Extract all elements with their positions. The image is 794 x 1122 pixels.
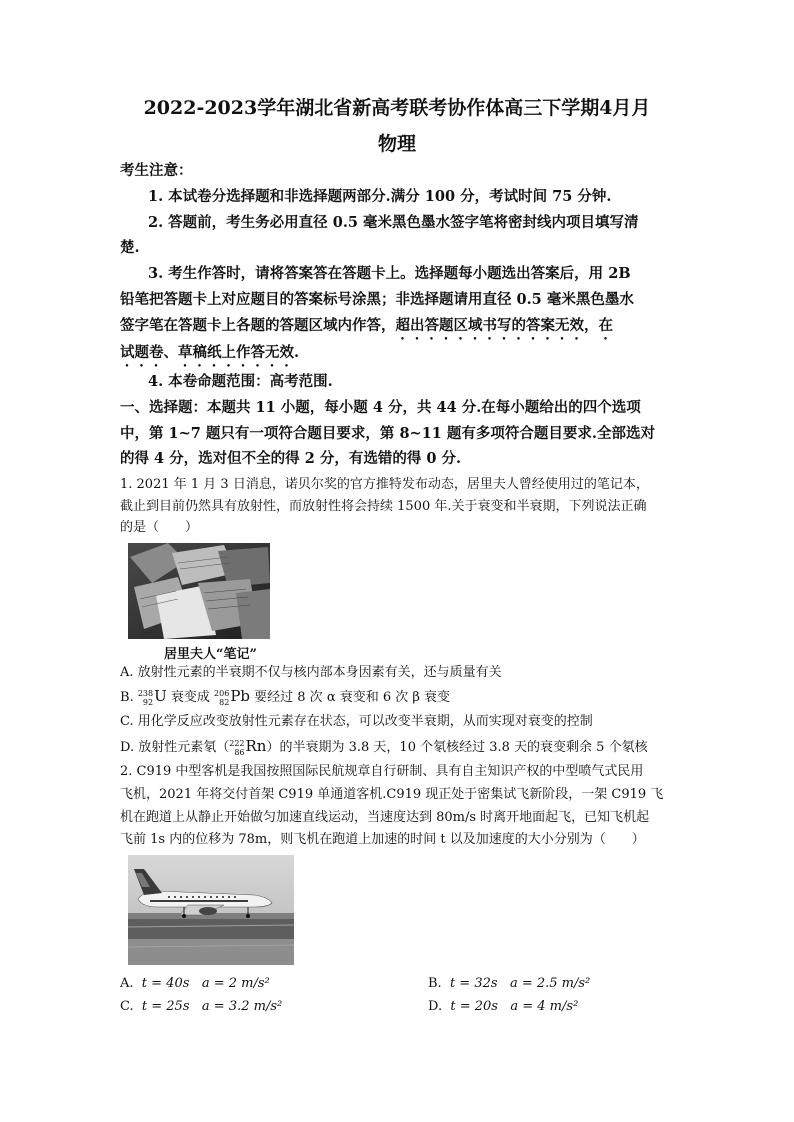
section1-line3: 的得 4 分，选对但不全的得 2 分，有选错的得 0 分.: [120, 450, 462, 467]
q2-line4: 飞前 1s 内的位移为 78m，则飞机在跑道上加速的时间 t 以及加速度的大小分别为（ ）: [120, 832, 645, 847]
q1-photo-caption: 居里夫人“笔记”: [164, 647, 257, 662]
exam-title: 2022-2023学年湖北省新高考联考协作体高三下学期4月月: [143, 97, 651, 119]
q1-option-a: A. 放射性元素的半衰期不仅与核内部本身因素有关，还与质量有关: [120, 665, 502, 680]
lead-nuclide: 206 82 Pb: [214, 687, 251, 707]
q2-line3: 机在跑道上从静止开始做匀加速直线运动，当速度达到 80m/s 时离开地面起飞，已知飞机起: [120, 810, 650, 825]
notice-3b: 铅笔把答题卡上对应题目的答案标号涂黑；非选择题请用直径 0.5 毫米黑色墨水: [120, 291, 634, 308]
q1-line3: 的是（ ）: [120, 520, 199, 535]
q2-option-d: D. t = 20s a = 4 m/s²: [428, 999, 579, 1014]
notice-3c: [120, 315, 613, 343]
q1-line2: 截止到目前仍然具有放射性，而放射性将会持续 1500 年.关于衰变和半衰期，下列说法正确: [120, 499, 647, 514]
q1-line1: 1. 2021 年 1 月 3 日消息，诺贝尔奖的官方推特发布动态，居里夫人曾经使用过的笔记本，: [120, 477, 649, 492]
notice-2a: 2. 答题前，考生务必用直径 0.5 毫米黑色墨水签字笔将密封线内项目填写清: [148, 214, 639, 231]
q1-option-c: C. 用化学反应改变放射性元素存在状态，可以改变半衰期，从而实现对衰变的控制: [120, 714, 593, 729]
q2-option-b: B. t = 32s a = 2.5 m/s²: [428, 976, 591, 991]
notice-3c-text: 签字笔在答题卡上各题的答题区域内作答，: [120, 317, 396, 334]
notice-heading: 考生注意：: [120, 162, 193, 179]
notice-3c-emphasis: 超出答题区域书写的答案无效，在: [395, 317, 613, 334]
notice-4: 4. 本卷命题范围：高考范围.: [148, 373, 333, 390]
c919-airplane-photo: [128, 855, 294, 965]
radon-nuclide: 222 86 Rn: [229, 737, 267, 757]
notice-3a: 3. 考生作答时，请将答案答在答题卡上。选择题每小题选出答案后，用 2B: [148, 265, 631, 282]
notice-1: 1. 本试卷分选择题和非选择题两部分.满分 100 分，考试时间 75 分钟.: [148, 188, 612, 205]
q2-line1: 2. C919 中型客机是我国按照国际民航规章自行研制、具有自主知识产权的中型喷气式民用: [120, 764, 644, 779]
q2-line2: 飞机，2021 年将交付首架 C919 单通道客机.C919 现正处于密集试飞新阶段，一架 C919 飞: [120, 787, 664, 802]
notice-3d: 试题卷、草稿纸上作答无效.: [120, 344, 300, 361]
uranium-nuclide: 238 92 U: [137, 687, 167, 707]
section1-line2: 中，第 1~7 题只有一项符合题目要求，第 8~11 题有多项符合题目要求.全部选对: [120, 425, 655, 442]
curie-notebook-photo: [128, 543, 270, 639]
q2-option-c: C. t = 25s a = 3.2 m/s²: [120, 999, 283, 1014]
section1-line1: 一、选择题：本题共 11 小题，每小题 4 分，共 44 分.在每小题给出的四个选项: [120, 399, 641, 416]
q1-option-d: D. 放射性元素氡（ 222 86 Rn）的半衰期为 3.8 天，10 个氡核经过 3.8 天的衰变剩余 5 个氡核: [120, 737, 648, 757]
q2-option-a: A. t = 40s a = 2 m/s²: [120, 976, 270, 991]
exam-subject: 物理: [377, 133, 416, 155]
notice-2b: 楚.: [120, 239, 140, 256]
q1-option-b: B. 238 92 U 衰变成 206 82 Pb 要经过 8 次 α 衰变和 6 次 β 衰变: [120, 687, 451, 707]
